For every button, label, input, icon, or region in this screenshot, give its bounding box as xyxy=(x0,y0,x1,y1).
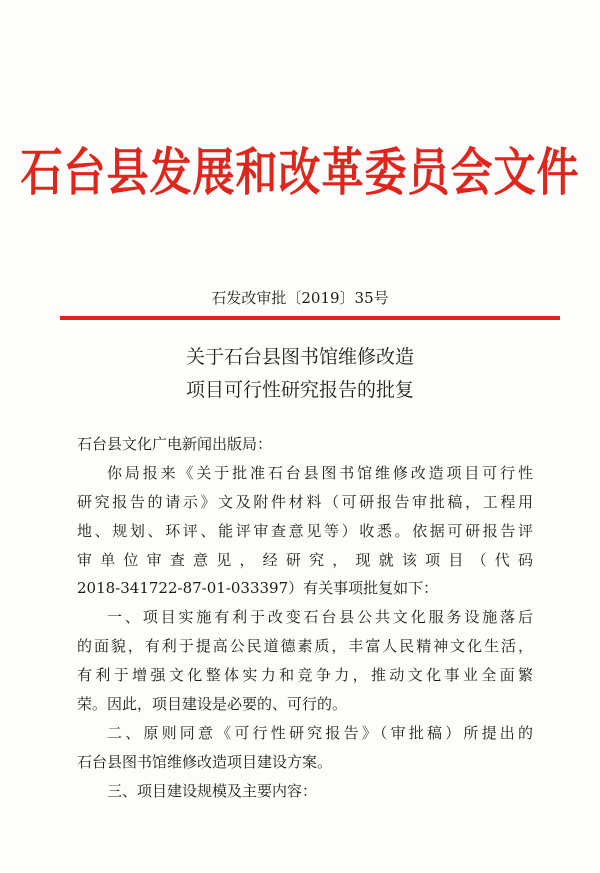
body-line: 石台县图书馆维修改造项目建设方案。 xyxy=(77,752,333,771)
body-line: 的面貌，有利于提高公民道德素质，丰富人民精神文化生活， xyxy=(77,637,533,656)
body-line: 荣。因此，项目建设是必要的、可行的。 xyxy=(77,695,348,714)
document-number: 石发改审批〔2019〕35号 xyxy=(211,289,389,307)
body-line: 研究报告的请示》文及附件材料（可研报告审批稿，工程用 xyxy=(77,492,533,511)
body-line: 三、项目建设规模及主要内容： xyxy=(107,781,318,800)
body-line: 审单位审查意见，经研究，现就该项目（代码 xyxy=(77,550,533,569)
body-line: 你局报来《关于批准石台县图书馆维修改造项目可行性 xyxy=(107,463,533,482)
title-line: 关于石台县图书馆维修改造 xyxy=(185,346,414,368)
body-line: 2018-341722-87-01-033397）有关事项批复如下： xyxy=(77,579,439,598)
body-line: 有利于增强文化整体实力和竞争力，推动文化事业全面繁 xyxy=(77,666,533,685)
title-line: 项目可行性研究报告的批复 xyxy=(185,379,414,401)
body-line: 地、规划、环评、能评审查意见等）收悉。依据可研报告评 xyxy=(77,521,533,540)
document-body xyxy=(77,430,533,806)
body-line: 一、项目实施有利于改变石台县公共文化服务设施落后 xyxy=(107,608,533,627)
red-divider-line xyxy=(60,316,560,320)
salutation: 石台县文化广电新闻出版局： xyxy=(77,435,273,453)
document-header: 石台县发展和改革委员会文件 xyxy=(20,142,580,203)
body-line: 二、原则同意《可行性研究报告》（审批稿）所提出的 xyxy=(107,723,533,742)
document-title xyxy=(0,341,600,407)
